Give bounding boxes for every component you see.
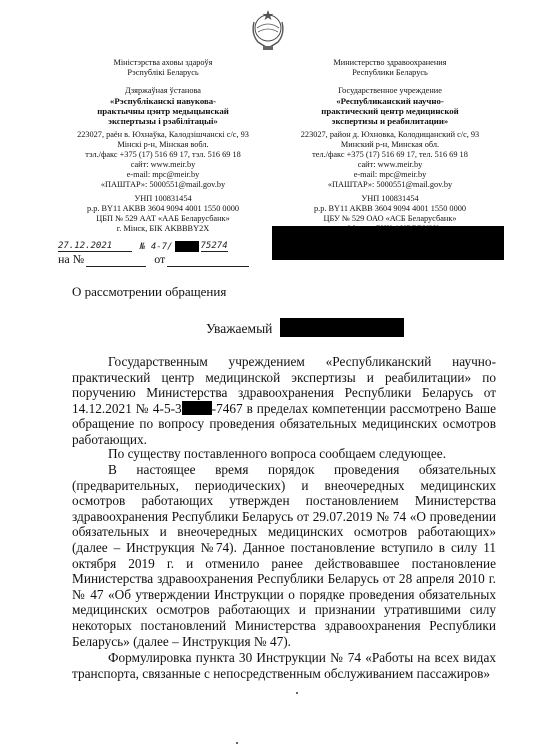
inline-redaction xyxy=(182,401,212,415)
phone-line: тэл./факс +375 (17) 516 69 17, тэл. 516 69 18 xyxy=(85,150,241,159)
account-line: р.р. BY11 AKBB 3604 9094 4001 1550 0000 xyxy=(313,204,467,213)
subject-line: О рассмотрении обращения xyxy=(72,284,227,299)
org-name-line: «Республиканский научно- xyxy=(336,96,444,106)
ot-label: от xyxy=(154,252,166,266)
pashtar-line: «ПАШТАР»: 5000551@mail.gov.by xyxy=(100,180,226,189)
paragraph-1 xyxy=(72,354,496,448)
org-name-line: экспертызы і рэабілітацыі» xyxy=(108,116,218,126)
handwritten-number-prefix: № 4-7/ xyxy=(140,242,173,252)
scan-speck xyxy=(236,742,238,744)
paragraph-3-text: В настоящее время порядок проведения обязательных (предварительных, периодических) и внеочередных медицинских осмотров работающих утвержден постановлением Министерства здравоохранения Республики Беларусь от 29.07.2019 № 74 «О проведении обязательных и внеочередных медицинских осмотров работающих» (далее – Инструкция №74). Данное постановление вступило в силу 11 октября 2019 г. и отменило ранее действовавшее постановление Министерства здравоохранения Республики Беларусь от 28 апреля 2010 г. № 47 «Об утверждении Инструкции о порядке проведения обязательных медицинских осмотров работающих и признании утратившими силу некоторых постановлений Министерства здравоохранения Республики Беларусь» (далее – Инструкция № 47). xyxy=(72,462,496,649)
handwritten-date: 27.12.2021 xyxy=(58,241,132,252)
header-right-russian xyxy=(285,58,495,234)
paragraph-2 xyxy=(72,446,496,462)
ministry-name-line: Республики Беларусь xyxy=(352,68,428,77)
address-line: 223027, раён в. Юхнаўка, Калодзішчанскі с/с, 93 xyxy=(77,130,249,139)
handwritten-number-suffix: 75274 xyxy=(200,241,228,251)
belarus-coat-of-arms-icon xyxy=(248,8,288,52)
unp-line: УНП 100831454 xyxy=(361,194,419,203)
org-type: Государственное учреждение xyxy=(338,86,442,95)
phone-line: тел./факс +375 (17) 516 69 17, тел. 516 69 18 xyxy=(312,150,468,159)
bank-line: ЦБУ № 529 ОАО «АСБ Беларусбанк» xyxy=(323,214,457,223)
ot-date-blank xyxy=(167,254,249,267)
bank-line: ЦБП № 529 ААТ «ААБ Беларусбанк» xyxy=(96,214,230,223)
site-line: сайт: www.meir.by xyxy=(357,160,423,169)
paragraph-1-part-b: -7467 в пределах компетенции рассмотрено Ваше обращение по вопросу проведения обязательных медицинских осмотров работающих. xyxy=(72,400,496,447)
address-line: 223027, район д. Юхновка, Колодищанский с/с, 93 xyxy=(300,130,480,139)
org-name-line: «Рэспубліканскі навукова- xyxy=(109,96,217,106)
paragraph-4 xyxy=(72,650,496,681)
greeting xyxy=(206,318,404,337)
greeting-word: Уважаемый xyxy=(206,321,273,336)
email-line: e-mail: mpc@meir.by xyxy=(126,170,200,179)
paragraph-3 xyxy=(72,462,496,649)
city-line: г. Мінск, БІК AKBBBY2X xyxy=(116,224,210,233)
ministry-name-line: Міністэрства аховы здароўя xyxy=(113,58,213,67)
scan-speck xyxy=(296,692,298,694)
address-line: Минский р-н, Минская обл. xyxy=(340,140,440,149)
paragraph-4-text: Формулировка пункта 30 Инструкции № 74 «Работы на всех видах транспорта, связанные с непосредственным обслуживанием пассажиров» xyxy=(72,650,496,681)
pashtar-line: «ПАШТАР»: 5000551@mail.gov.by xyxy=(327,180,453,189)
address-line: Мінскі р-н, Мінская вобл. xyxy=(117,140,209,149)
unp-line: УНП 100831454 xyxy=(134,194,192,203)
org-type: Дзяржаўная ўстанова xyxy=(124,86,201,95)
na-number-blank xyxy=(86,254,146,267)
email-line: e-mail: mpc@meir.by xyxy=(353,170,427,179)
ministry-name-line: Министерство здравоохранения xyxy=(333,58,447,67)
ministry-name-line: Рэспублікі Беларусь xyxy=(127,68,199,77)
org-name-line: практычны цэнтр медыцынскай xyxy=(97,106,229,116)
header-left-belarusian xyxy=(58,58,268,234)
site-line: сайт: www.meir.by xyxy=(130,160,196,169)
account-line: р.р. BY11 AKBB 3604 9094 4001 1550 0000 xyxy=(86,204,240,213)
paragraph-1-part-a: Государственным учреждением «Республиканский научно-практический центр медицинской экспертизы и реабилитации» по поручению Министерства здравоохранения Республики Беларусь от 14.12.2021 № 4-5-3 xyxy=(72,354,496,416)
org-name-line: практический центр медицинской xyxy=(321,106,459,116)
org-name-line: экспертизы и реабилитации» xyxy=(331,116,449,126)
addressee-redaction xyxy=(280,318,404,337)
na-label: на № xyxy=(58,252,85,266)
recipient-redaction xyxy=(272,226,504,260)
redaction-box xyxy=(175,241,199,252)
registration-block xyxy=(58,236,278,267)
paragraph-2-text: По существу поставленного вопроса сообщаем следующее. xyxy=(108,446,447,461)
